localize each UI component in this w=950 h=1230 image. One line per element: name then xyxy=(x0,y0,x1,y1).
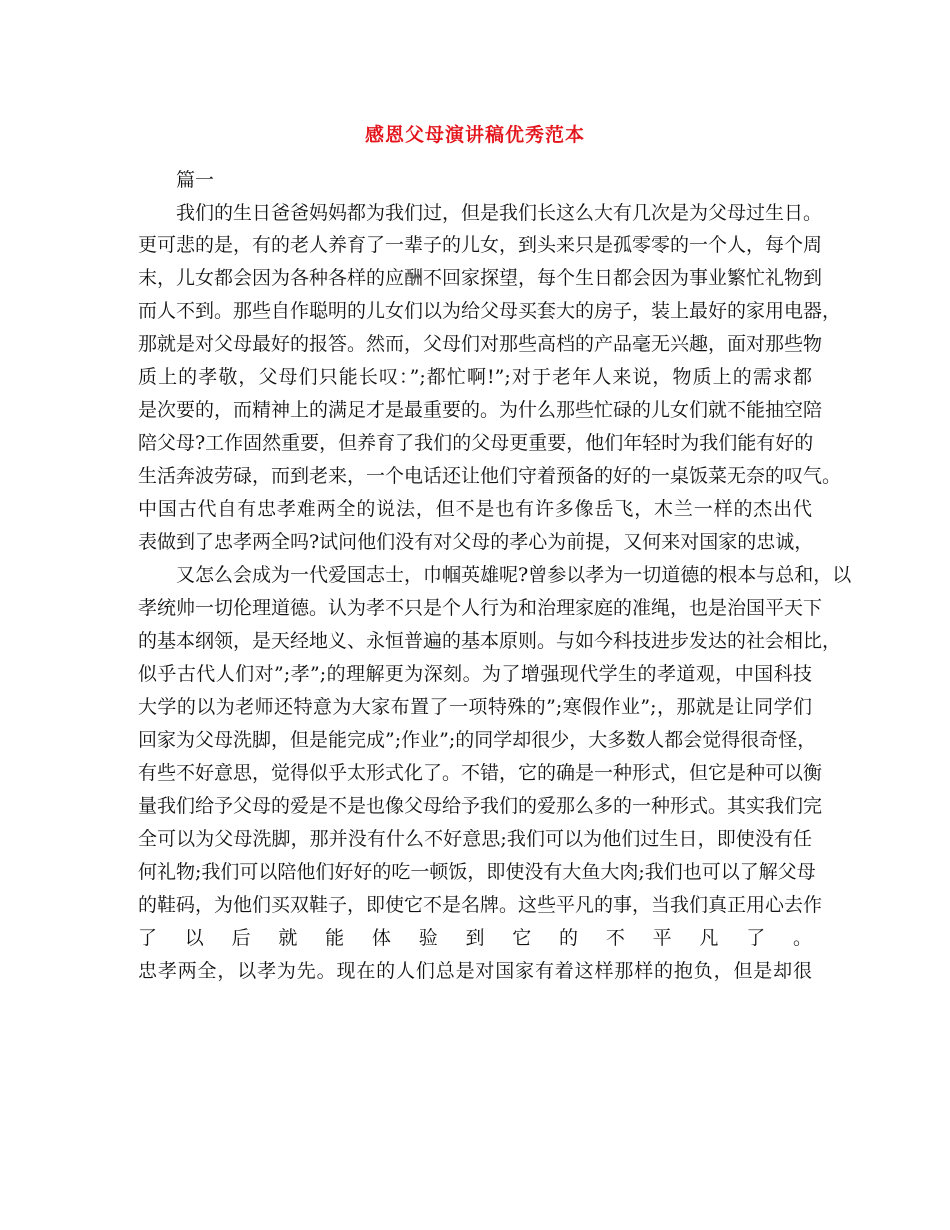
body-line: 那就是对父母最好的报答。然而，父母们对那些高档的产品毫无兴趣，面对那些物 xyxy=(138,333,823,355)
body-line: 更可悲的是，有的老人养育了一辈子的儿女，到头来只是孤零零的一个人，每个周 xyxy=(138,234,823,256)
body-line: 似乎古代人们对”;孝”;的理解更为深刻。为了增强现代学生的孝道观，中国科技 xyxy=(138,663,812,685)
body-line: 质上的孝敬，父母们只能长叹：”;都忙啊!”;对于老年人来说，物质上的需求都 xyxy=(138,366,812,388)
body-line: 又怎么会成为一代爱国志士，巾帼英雄呢?曾参以孝为一切道德的根本与总和，以 xyxy=(176,564,852,586)
page-title: 感恩父母演讲稿优秀范本 xyxy=(364,124,585,146)
body-line: 我们的生日爸爸妈妈都为我们过，但是我们长这么大有几次是为父母过生日。 xyxy=(176,202,823,224)
body-line: 忠孝两全，以孝为先。现在的人们总是对国家有着这样那样的抱负，但是却很 xyxy=(138,960,812,982)
body-line: 末，儿女都会因为各种各样的应酬不回家探望，每个生日都会因为事业繁忙礼物到 xyxy=(138,267,823,289)
body-line: 陪父母?工作固然重要，但养育了我们的父母更重要，他们年轻时为我们能有好的 xyxy=(138,432,814,454)
body-line xyxy=(176,1058,812,1082)
body-line: 的鞋码，为他们买双鞋子，即使它不是名牌。这些平凡的事，当我们真正用心去作 xyxy=(138,894,823,916)
body-line: 量我们给予父母的爱是不是也像父母给予我们的爱那么多的一种形式。其实我们完 xyxy=(138,795,823,817)
body-line: 的基本纲领，是天经地义、永恒普遍的基本原则。与如今科技进步发达的社会相比， xyxy=(138,630,842,652)
body-line xyxy=(138,1025,812,1049)
body-line: 孝统帅一切伦理道德。认为孝不只是个人行为和治理家庭的准绳，也是治国平天下 xyxy=(138,597,823,619)
body-line: 回家为父母洗脚，但是能完成”;作业”;的同学却很少，大多数人都会觉得很奇怪， xyxy=(138,729,817,751)
body-line: 何礼物;我们可以陪他们好好的吃一顿饭，即使没有大鱼大肉;我们也可以了解父母 xyxy=(138,861,816,883)
body-line: 中国古代自有忠孝难两全的说法，但不是也有许多像岳飞，木兰一样的杰出代 xyxy=(138,498,812,520)
body-line: 是次要的，而精神上的满足才是最重要的。为什么那些忙碌的儿女们就不能抽空陪 xyxy=(138,399,823,421)
body-line xyxy=(138,992,812,1016)
body-line: 生活奔波劳碌，而到老来，一个电话还让他们守着预备的好的一桌饭菜无奈的叹气。 xyxy=(138,465,842,487)
section-label: 篇一 xyxy=(176,169,215,191)
body-line: 大学的以为老师还特意为大家布置了一项特殊的”;寒假作业”;，那就是让同学们 xyxy=(138,696,812,718)
body-line: 有些不好意思，觉得似乎太形式化了。不错，它的确是一种形式，但它是种可以衡 xyxy=(138,762,823,784)
body-line: 了以后就能体验到它的不平凡了。 xyxy=(138,927,812,949)
body-line: 而人不到。那些自作聪明的儿女们以为给父母买套大的房子，装上最好的家用电器， xyxy=(138,300,842,322)
body-line: 全可以为父母洗脚，那并没有什么不好意思;我们可以为他们过生日，即使没有任 xyxy=(138,828,812,850)
body-line: 表做到了忠孝两全吗?试问他们没有对父母的孝心为前提，又何来对国家的忠诚， xyxy=(138,531,814,553)
